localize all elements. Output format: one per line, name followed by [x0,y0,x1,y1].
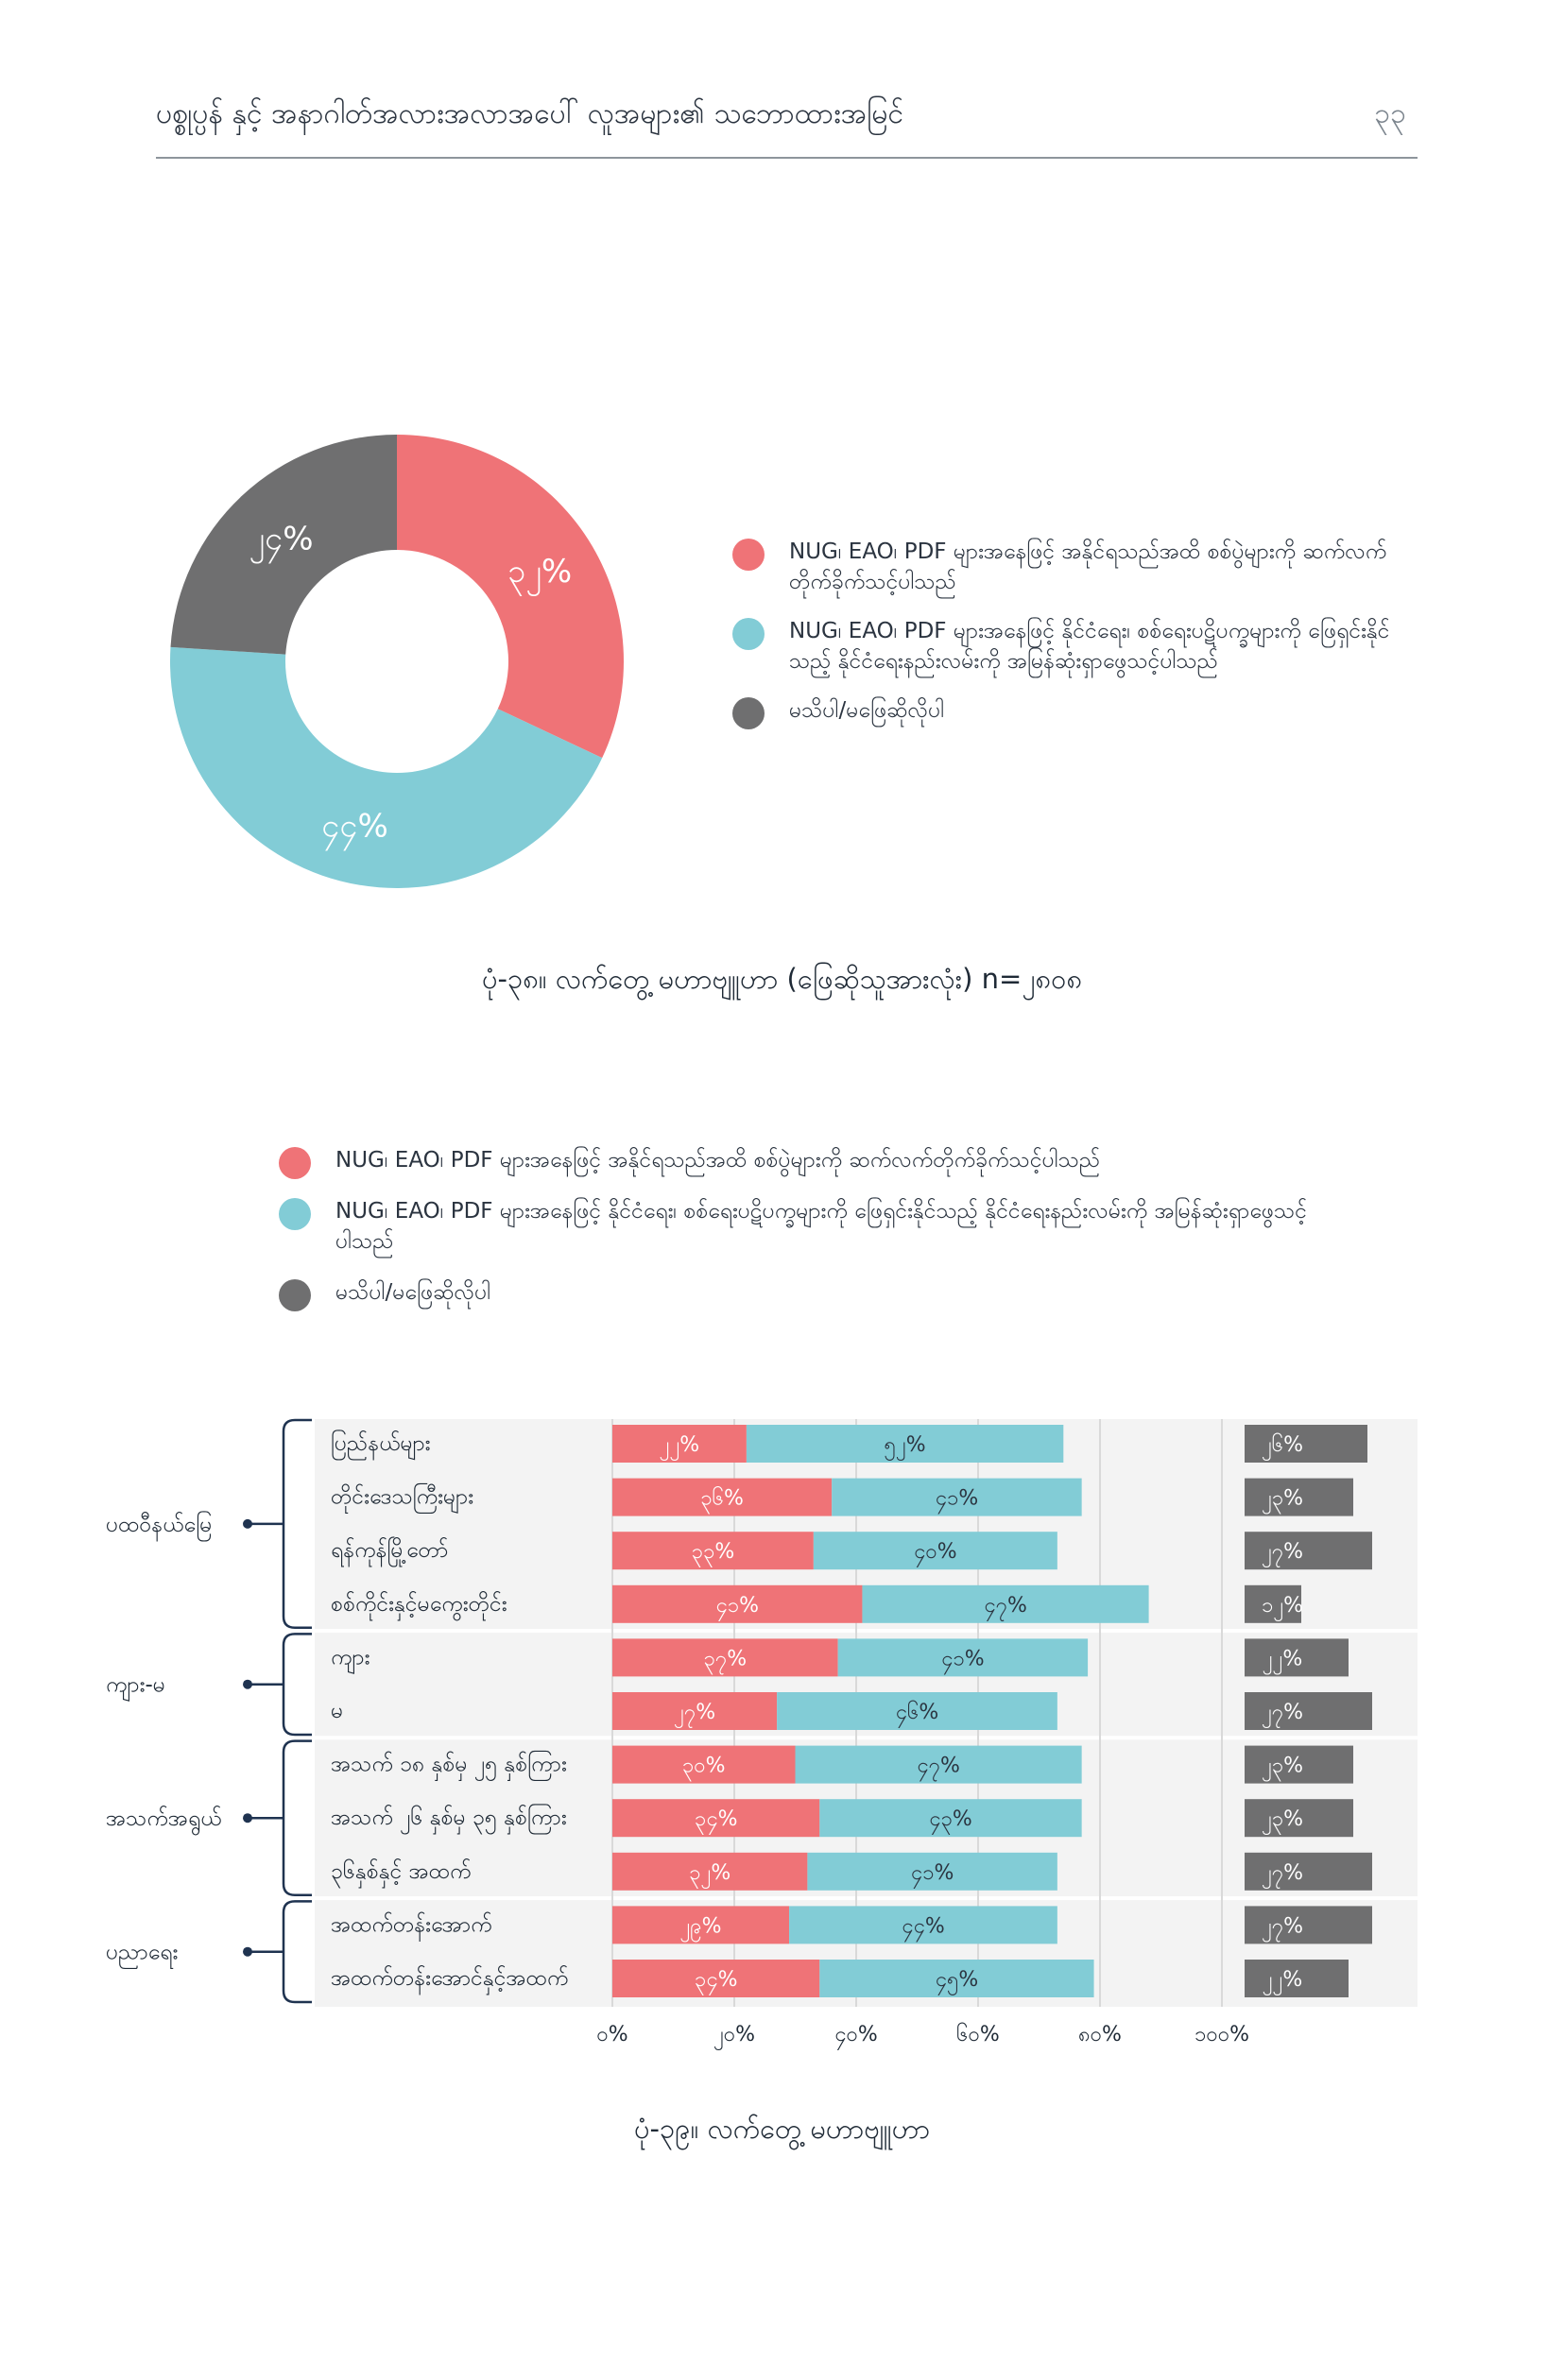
x-tick-label: ၁၀၀% [1194,2023,1250,2046]
legend-item-political-solution [279,1196,1318,1257]
legend-swatch-gray [732,697,765,729]
row-label: တိုင်းဒေသကြီးများ [331,1484,474,1510]
bar-label-teal: ၄၅% [935,1968,979,1992]
row-label: မ [331,1699,344,1723]
bar-label-gray: ၂၇% [1261,1860,1304,1885]
row-label: ၃၆နှစ်နှင့် အထက် [331,1858,472,1884]
group-connector-dot [243,1813,252,1823]
bar-label-gray: ၂၂% [1262,1647,1303,1671]
bar-label-red: ၃၆% [700,1486,744,1511]
page-header [156,94,1418,159]
bar-label-gray: ၁၂% [1261,1593,1304,1618]
row-label: အထက်တန်းအောက် [331,1912,492,1938]
stacked-bar-chart-svg [0,1398,1564,2060]
row-label: အထက်တန်းအောင်နှင့်အထက် [331,1966,569,1991]
page-number: ၃၃ [1374,97,1406,130]
bar-label-teal: ၄၆% [895,1701,939,1724]
group-bracket [284,1420,312,1628]
legend-item-continue-fighting [732,537,1413,597]
legend-swatch-red [732,539,765,571]
donut-chart [165,430,628,893]
group-separator [315,1629,1418,1633]
donut-slice-label: ၄၄% [321,807,388,846]
legend-item-continue-fighting [279,1145,1318,1175]
x-tick-label: ၄၀% [834,2023,878,2046]
legend-swatch-gray [279,1279,311,1311]
group-connector-dot [243,1680,252,1689]
bar-label-gray: ၂၃% [1261,1486,1304,1511]
group-bracket [284,1741,312,1895]
bar-label-red: ၂၂% [659,1433,700,1457]
row-label: အသက် ၂၆ နှစ်မှ ၃၅ နှစ်ကြား [331,1806,567,1831]
bar-label-gray: ၂၇% [1261,1540,1304,1565]
bar-label-teal: ၅၂% [884,1433,926,1457]
bar-label-teal: ၄၇% [917,1754,960,1778]
x-tick-label: ၀% [596,2023,628,2046]
bar-caption: ပုံ-၃၉။ လက်တွေ့ မဟာဗျူဟာ [633,2113,931,2145]
bar-label-red: ၃၄% [694,1968,738,1992]
group-label: ကျား-မ [106,1672,165,1698]
legend-item-dont-know [279,1277,1318,1308]
x-tick-label: ၈၀% [1078,2023,1122,2046]
bar-label-teal: ၄၄% [902,1914,945,1939]
bar-label-teal: ၄၁% [910,1860,954,1885]
group-label: အသက်အရွယ် [106,1806,222,1832]
bar-label-red: ၃၀% [681,1754,726,1778]
bar-label-red: ၃၄% [694,1807,738,1832]
legend-label: NUG၊ EAO၊ PDF များအနေဖြင့် အနိုင်ရသည်အထိ စစ်ပွဲများကို ဆက်လက်တိုက်ခိုက်သင့်ပါသည် [789,539,1387,594]
legend-swatch-teal [732,618,765,650]
legend-label: မသိပါ/မဖြေဆိုလိုပါ [789,698,945,723]
bar-label-teal: ၄၇% [984,1593,1027,1618]
bar-label-red: ၃၃% [691,1540,735,1565]
group-separator [315,1736,1418,1739]
x-tick-label: ၆၀% [956,2023,1000,2046]
legend-label: NUG၊ EAO၊ PDF များအနေဖြင့် အနိုင်ရသည်အထိ စစ်ပွဲများကို ဆက်လက်တိုက်ခိုက်သင့်ပါသည် [335,1148,1101,1173]
bar-label-teal: ၄၁% [935,1486,979,1511]
bar-label-red: ၃၂% [689,1860,731,1885]
donut-caption: ပုံ-၃၈။ လက်တွေ့ မဟာဗျူဟာ (ဖြေဆိုသူအားလုံး) n=၂၈၀၈ [481,963,1083,995]
donut-slice-label: ၃၂% [507,553,573,591]
stacked-bar-chart [0,1398,1564,2060]
group-connector-dot [243,1519,252,1529]
donut-chart-svg [165,430,628,893]
bar-label-red: ၄၁% [715,1593,760,1618]
bar-legend [279,1145,1318,1327]
header-title: ပစ္စုပ္ပန် နှင့် အနာဂါတ်အလားအလာအပေါ် လူအများ၏ သဘောထားအမြင် [156,97,904,130]
bar-label-red: ၂၉% [679,1914,722,1939]
donut-slice-label: ၂၄% [249,520,314,558]
bar-label-red: ၂၇% [674,1701,716,1724]
group-bracket [284,1634,312,1735]
donut-slice [397,435,624,758]
row-label: စစ်ကိုင်းနှင့်မကွေးတိုင်း [331,1591,507,1617]
group-label: ပထဝီနယ်မြေ [106,1512,213,1537]
group-separator [315,1896,1418,1900]
donut-legend [732,537,1413,745]
bar-label-teal: ၄၃% [929,1807,972,1832]
legend-item-dont-know [732,695,1413,726]
legend-item-political-solution [732,616,1413,676]
bar-label-gray: ၂၇% [1261,1701,1304,1724]
bar-label-gray: ၂၃% [1261,1754,1304,1778]
row-label: ရန်ကုန်မြို့တော် [331,1538,449,1564]
row-label: ကျား [331,1645,370,1670]
row-label: ပြည်နယ်များ [331,1431,431,1456]
legend-label: မသိပါ/မဖြေဆိုလိုပါ [335,1280,491,1305]
legend-label: NUG၊ EAO၊ PDF များအနေဖြင့် နိုင်ငံရေး၊ စစ်ရေးပဋိပက္ခများကို ဖြေရှင်းနိုင်သည့် နိုင်ငံရေးနည်းလမ်းကို အမြန်ဆုံးရှာဖွေသင့်ပါသည် [789,619,1390,674]
bar-label-teal: ၄၀% [914,1540,957,1565]
bar-label-teal: ၄၁% [941,1647,985,1671]
bar-label-gray: ၂၇% [1261,1914,1304,1939]
bar-label-gray: ၂၆% [1261,1433,1304,1457]
group-connector-dot [243,1947,252,1957]
group-bracket [284,1901,312,2002]
row-label: အသက် ၁၈ နှစ်မှ ၂၅ နှစ်ကြား [331,1752,567,1777]
bar-label-gray: ၂၂% [1262,1968,1303,1992]
legend-swatch-red [279,1147,311,1179]
bar-label-gray: ၂၃% [1261,1807,1304,1832]
bar-label-red: ၃၇% [703,1647,748,1671]
legend-swatch-teal [279,1198,311,1230]
legend-label: NUG၊ EAO၊ PDF များအနေဖြင့် နိုင်ငံရေး၊ စစ်ရေးပဋိပက္ခများကို ဖြေရှင်းနိုင်သည့် နိုင်ငံရေးနည်းလမ်းကို အမြန်ဆုံးရှာဖွေသင့်ပါသည် [335,1199,1308,1254]
group-label: ပညာရေး [106,1940,179,1965]
x-tick-label: ၂၀% [713,2023,756,2046]
